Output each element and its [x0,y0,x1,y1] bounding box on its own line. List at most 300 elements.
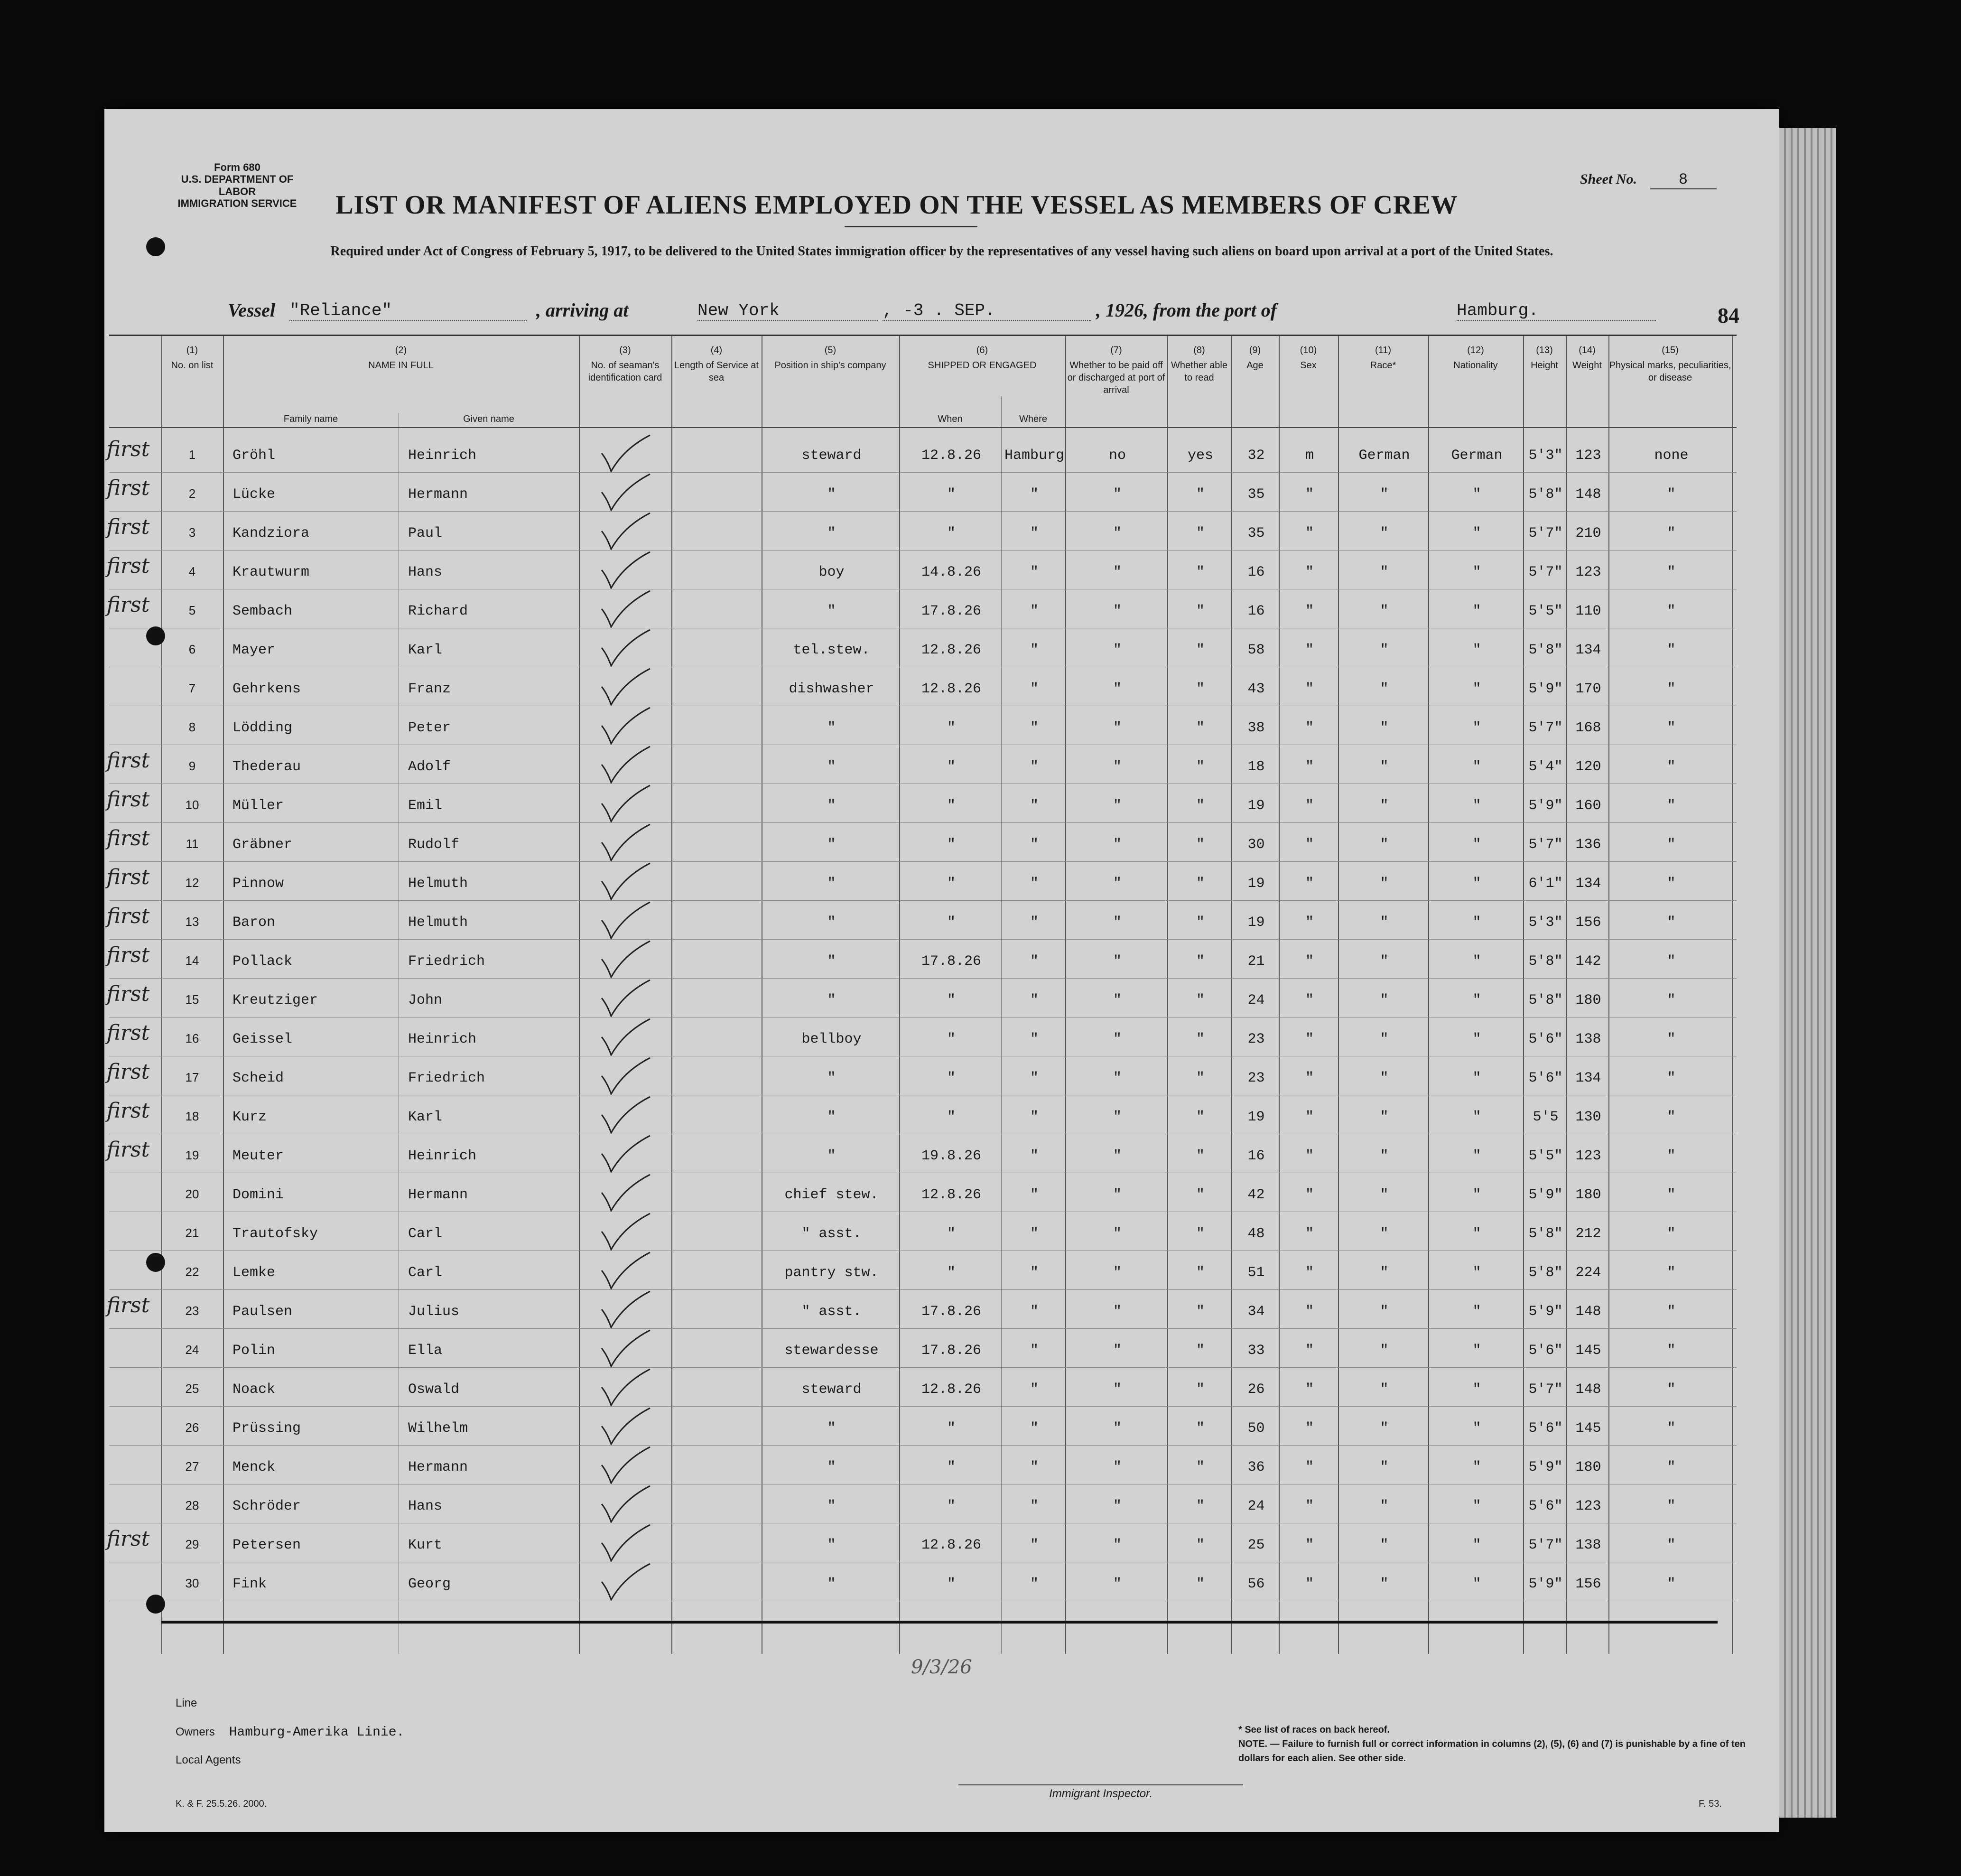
cell-family: Kandziora [232,525,310,541]
first-mark: first [106,1021,150,1045]
cell-position: " [827,525,836,541]
cell-read: " [1196,564,1205,580]
cell-weight: 138 [1575,1537,1601,1553]
cell-race: " [1380,953,1389,970]
cell-given: Hans [408,564,443,580]
cell-sex: " [1305,525,1314,541]
cell-nat: " [1472,1343,1481,1359]
cell-read: " [1196,642,1205,658]
page-stack-edge [1779,128,1836,1818]
col-card-header: (3) No. of seaman's identification card [588,345,662,383]
cell-no: 9 [188,759,196,773]
cell-height: 5'7" [1528,837,1563,853]
cell-given: Wilhelm [408,1420,468,1437]
footer-note: * See list of races on back hereof. NOTE. — Failure to furnish full or correct information in columns (2), (5), (6) and (7) is punishable by a fine of ten dollars for each alien. See other side. [1238,1725,1746,1764]
cell-height: 5'8" [1528,1226,1563,1242]
cell-race: " [1380,1343,1389,1359]
cell-when: 12.8.26 [921,642,982,658]
cell-height: 5'8" [1528,953,1563,970]
cell-family: Thederau [232,759,301,775]
cell-given: Richard [408,603,468,619]
cell-nat: " [1472,1226,1481,1242]
cell-where: " [1030,953,1039,970]
cell-where: " [1030,720,1039,736]
cell-paid: " [1113,1420,1122,1437]
cell-paid: " [1113,720,1122,736]
cell-paid: " [1113,1459,1122,1475]
cell-where: " [1030,1070,1039,1086]
cell-weight: 134 [1575,642,1601,658]
cell-where: " [1030,1459,1039,1475]
cell-height: 5'8" [1528,642,1563,658]
cell-no: 30 [185,1576,199,1590]
cell-no: 22 [185,1265,199,1279]
cell-where: " [1030,1265,1039,1281]
cell-weight: 123 [1575,564,1601,580]
cell-where: " [1030,486,1039,503]
cell-paid: " [1113,915,1122,931]
cell-given: Franz [408,681,451,697]
checkmark-icon [598,1524,655,1562]
inspector-signature-line: Immigrant Inspector. [958,1784,1243,1801]
sheet-value: 8 [1650,171,1717,189]
cell-race: " [1380,525,1389,541]
cell-given: Kurt [408,1537,443,1553]
first-mark: first [106,515,150,539]
cell-marks: " [1667,1109,1676,1125]
cell-race: " [1380,915,1389,931]
cell-height: 5'7" [1528,1381,1563,1398]
cell-marks: " [1667,1498,1676,1514]
cell-given: Hans [408,1498,443,1514]
cell-where: " [1030,1304,1039,1320]
cell-paid: " [1113,1576,1122,1592]
cell-read: " [1196,759,1205,775]
table-row [106,1290,1737,1328]
cell-paid: " [1113,1265,1122,1281]
cell-age: 19 [1247,798,1265,814]
cell-paid: " [1113,759,1122,775]
cell-sex: m [1305,448,1314,464]
sheet-label: Sheet No. [1580,171,1637,187]
cell-where: " [1030,1148,1039,1164]
cell-when: " [947,525,956,541]
cell-where: Hamburg [1004,448,1065,464]
cell-age: 30 [1247,837,1265,853]
cell-family: Prüssing [232,1420,301,1437]
cell-when: " [947,798,956,814]
cell-age: 42 [1247,1187,1265,1203]
cell-no: 15 [185,992,199,1007]
cell-where: " [1030,992,1039,1008]
cell-weight: 212 [1575,1226,1601,1242]
form-number: Form 680 [214,161,260,173]
cell-nat: " [1472,1148,1481,1164]
cell-marks: " [1667,1265,1676,1281]
cell-no: 27 [185,1459,199,1474]
cell-sex: " [1305,837,1314,853]
cell-no: 29 [185,1537,199,1551]
cell-read: " [1196,915,1205,931]
col-age-header: (9) Age [1246,345,1264,371]
cell-where: " [1030,603,1039,619]
cell-given: Karl [408,1109,443,1125]
cell-marks: " [1667,759,1676,775]
cell-position: " [827,1459,836,1475]
cell-given: Heinrich [408,1148,477,1164]
cell-given: Oswald [408,1381,460,1398]
cell-paid: " [1113,1148,1122,1164]
col-read-header: (8) Whether able to read [1171,345,1227,383]
cell-no: 25 [185,1381,199,1396]
cell-no: 23 [185,1304,199,1318]
cell-marks: " [1667,720,1676,736]
cell-marks: " [1667,642,1676,658]
cell-nat: " [1472,1070,1481,1086]
cell-no: 12 [185,876,199,890]
cell-when: " [947,876,956,892]
table-row [109,1485,1737,1523]
cell-read: " [1196,876,1205,892]
table-row [109,1563,1737,1601]
checkmark-icon [598,1329,655,1367]
checkmark-icon [598,746,655,784]
cell-sex: " [1305,1420,1314,1437]
footer-agents: Local Agents [176,1754,241,1766]
cell-family: Gröhl [232,448,276,464]
cell-position: " [827,720,836,736]
checkmark-icon [598,1213,655,1251]
cell-nat: German [1451,448,1503,464]
cell-no: 3 [188,525,196,540]
cell-race: " [1380,720,1389,736]
cell-no: 17 [185,1070,199,1084]
cell-height: 5'8" [1528,1265,1563,1281]
cell-family: Polin [232,1343,276,1359]
cell-no: 16 [185,1031,199,1045]
cell-when: " [947,1498,956,1514]
cell-where: " [1030,1537,1039,1553]
cell-age: 23 [1247,1031,1265,1047]
cell-race: " [1380,1459,1389,1475]
cell-marks: " [1667,525,1676,541]
cell-marks: " [1667,1070,1676,1086]
cell-no: 26 [185,1420,199,1435]
cell-read: " [1196,525,1205,541]
first-mark: first [106,1099,150,1123]
cell-nat: " [1472,1265,1481,1281]
cell-sex: " [1305,1304,1314,1320]
cell-where: " [1030,1226,1039,1242]
cell-read: " [1196,1343,1205,1359]
cell-position: " [827,1498,836,1514]
cell-position: dishwasher [789,681,874,697]
table-row [106,1096,1737,1134]
cell-marks: " [1667,1343,1676,1359]
cell-weight: 210 [1575,525,1601,541]
cell-where: " [1030,759,1039,775]
cell-when: " [947,759,956,775]
cell-no: 14 [185,953,199,968]
cell-given: Heinrich [408,1031,477,1047]
cell-race: " [1380,1381,1389,1398]
cell-height: 5'7" [1528,1537,1563,1553]
cell-family: Fink [232,1576,267,1592]
form-header [166,161,308,209]
col-paid-header: (7) Whether to be paid off or discharged at port of arrival [1067,345,1165,395]
cell-position: " asst. [801,1304,862,1320]
cell-when: " [947,1420,956,1437]
cell-when: " [947,1109,956,1125]
cell-paid: " [1113,876,1122,892]
cell-where: " [1030,1498,1039,1514]
cell-given: Paul [408,525,443,541]
punch-hole [146,1253,165,1272]
checkmark-icon [598,707,655,745]
cell-family: Domini [232,1187,284,1203]
cell-marks: " [1667,564,1676,580]
cell-where: " [1030,642,1039,658]
cell-paid: " [1113,564,1122,580]
cell-paid: " [1113,837,1122,853]
cell-age: 34 [1247,1304,1265,1320]
punch-hole [146,626,165,645]
cell-when: " [947,1265,956,1281]
cell-paid: " [1113,642,1122,658]
cell-marks: " [1667,1187,1676,1203]
table-row [109,1213,1737,1251]
cell-family: Menck [232,1459,276,1475]
cell-paid: " [1113,798,1122,814]
col-name-header: (2) NAME IN FULL [368,345,434,371]
footer-owners: Owners Hamburg-Amerika Linie. [176,1725,405,1740]
checkmark-icon [598,512,655,550]
table-row [109,1251,1737,1289]
checkmark-icon [598,823,655,861]
cell-marks: " [1667,915,1676,931]
cell-read: " [1196,992,1205,1008]
cell-weight: 145 [1575,1420,1601,1437]
cell-age: 32 [1247,448,1265,464]
table-row [106,512,1737,550]
cell-no: 13 [185,915,199,929]
cell-paid: " [1113,1070,1122,1086]
cell-age: 16 [1247,603,1265,619]
cell-family: Lücke [232,486,276,503]
cell-when: " [947,1070,956,1086]
cell-weight: 138 [1575,1031,1601,1047]
cell-position: bellboy [801,1031,862,1047]
first-mark: first [106,476,150,500]
cell-weight: 123 [1575,448,1601,464]
cell-marks: " [1667,1537,1676,1553]
cell-age: 18 [1247,759,1265,775]
cell-height: 5'6" [1528,1498,1563,1514]
cell-marks: " [1667,992,1676,1008]
cell-nat: " [1472,953,1481,970]
cell-given: John [408,992,443,1008]
cell-where: " [1030,525,1039,541]
checkmark-icon [598,1251,655,1289]
cell-family: Mayer [232,642,276,658]
checkmark-icon [598,979,655,1017]
arrival-date: , -3 . SEP. [883,301,1091,321]
cell-when: " [947,1226,956,1242]
cell-read: " [1196,1226,1205,1242]
cell-no: 20 [185,1187,199,1201]
cell-height: 5'3" [1528,915,1563,931]
cell-weight: 180 [1575,1187,1601,1203]
cell-race: " [1380,1498,1389,1514]
cell-nat: " [1472,1420,1481,1437]
cell-read: " [1196,1576,1205,1592]
checkmark-icon [598,629,655,667]
cell-where: " [1030,1187,1039,1203]
cell-age: 43 [1247,681,1265,697]
cell-when: 19.8.26 [921,1148,982,1164]
cell-position: steward [801,1381,862,1398]
cell-paid: " [1113,953,1122,970]
first-mark: first [106,826,150,850]
checkmark-icon [598,1135,655,1173]
cell-position: " [827,759,836,775]
cell-no: 1 [188,448,196,462]
page-subtitle: Required under Act of Congress of February 5, 1917, to be delivered to the United States immigration officer by the representatives of any vessel having such aliens on board upon arrival at a port of the United States. [330,244,1553,259]
cell-family: Meuter [232,1148,284,1164]
cell-race: " [1380,1420,1389,1437]
cell-weight: 130 [1575,1109,1601,1125]
cell-paid: " [1113,1187,1122,1203]
page-title: LIST OR MANIFEST OF ALIENS EMPLOYED ON THE VESSEL AS MEMBERS OF CREW [335,190,1458,220]
cell-race: " [1380,876,1389,892]
checkmark-icon [598,590,655,628]
cell-no: 2 [188,486,196,501]
cell-sex: " [1305,798,1314,814]
checkmark-icon [598,434,655,472]
cell-where: " [1030,876,1039,892]
cell-read: " [1196,1459,1205,1475]
cell-read: " [1196,1148,1205,1164]
cell-height: 5'7" [1528,720,1563,736]
cell-sex: " [1305,1070,1314,1086]
table-row [109,1174,1737,1212]
arrival-port: New York [697,301,878,321]
cell-age: 35 [1247,525,1265,541]
cell-given: Hermann [408,1459,468,1475]
cell-position: " [827,1537,836,1553]
cell-when: " [947,915,956,931]
cell-family: Gehrkens [232,681,301,697]
cell-age: 58 [1247,642,1265,658]
cell-given: Julius [408,1304,460,1320]
checkmark-icon [598,1446,655,1484]
cell-paid: " [1113,1226,1122,1242]
cell-nat: " [1472,1187,1481,1203]
cell-height: 5'9" [1528,1187,1563,1203]
checkmark-icon [598,1290,655,1328]
cell-nat: " [1472,603,1481,619]
cell-race: " [1380,992,1389,1008]
cell-nat: " [1472,720,1481,736]
cell-read: " [1196,1381,1205,1398]
cell-sex: " [1305,1498,1314,1514]
cell-given: Rudolf [408,837,460,853]
end-of-list-line [161,1621,1718,1624]
cell-height: 5'9" [1528,1304,1563,1320]
cell-nat: " [1472,642,1481,658]
cell-age: 50 [1247,1420,1265,1437]
cell-where: " [1030,837,1039,853]
cell-position: chief stew. [784,1187,879,1203]
cell-marks: " [1667,1459,1676,1475]
cell-where: " [1030,1420,1039,1437]
cell-given: Friedrich [408,953,485,970]
table-row [106,901,1737,939]
cell-read: " [1196,1304,1205,1320]
sheet-number [1580,171,1717,189]
checkmark-icon [598,551,655,589]
cell-age: 51 [1247,1265,1265,1281]
table-row [109,1368,1737,1406]
cell-family: Baron [232,915,276,931]
table-row [106,862,1737,900]
cell-marks: " [1667,1031,1676,1047]
table-row [106,551,1737,589]
first-mark: first [106,904,150,928]
cell-sex: " [1305,1381,1314,1398]
checkmark-icon [598,901,655,939]
cell-weight: 180 [1575,992,1601,1008]
cell-race: " [1380,681,1389,697]
cell-marks: " [1667,876,1676,892]
cell-given: Carl [408,1265,443,1281]
cell-where: " [1030,1343,1039,1359]
cell-weight: 156 [1575,1576,1601,1592]
cell-weight: 168 [1575,720,1601,736]
cell-when: " [947,1031,956,1047]
cell-when: " [947,837,956,853]
cell-race: " [1380,1031,1389,1047]
col-race-header: (11) Race* [1370,345,1396,371]
cell-paid: " [1113,1537,1122,1553]
cell-nat: " [1472,525,1481,541]
cell-read: " [1196,1070,1205,1086]
cell-paid: " [1113,486,1122,503]
footer-line: Line [176,1697,197,1709]
cell-race: " [1380,759,1389,775]
cell-weight: 180 [1575,1459,1601,1475]
cell-height: 5'5" [1528,1148,1563,1164]
cell-marks: none [1654,448,1689,464]
cell-paid: " [1113,603,1122,619]
cell-age: 23 [1247,1070,1265,1086]
manifest-page [104,109,1779,1832]
col-marks-header: (15) Physical marks, peculiarities, or disease [1609,345,1731,383]
col-sex-header: (10) Sex [1300,345,1317,371]
cell-height: 5'6" [1528,1031,1563,1047]
cell-read: " [1196,1109,1205,1125]
cell-race: " [1380,564,1389,580]
cell-height: 5'7" [1528,525,1563,541]
cell-age: 24 [1247,992,1265,1008]
table-row [109,668,1737,706]
table-row [106,979,1737,1017]
cell-no: 11 [186,837,199,851]
cell-position: " [827,1148,836,1164]
cell-where: " [1030,798,1039,814]
cell-marks: " [1667,1381,1676,1398]
cell-family: Geissel [232,1031,293,1047]
